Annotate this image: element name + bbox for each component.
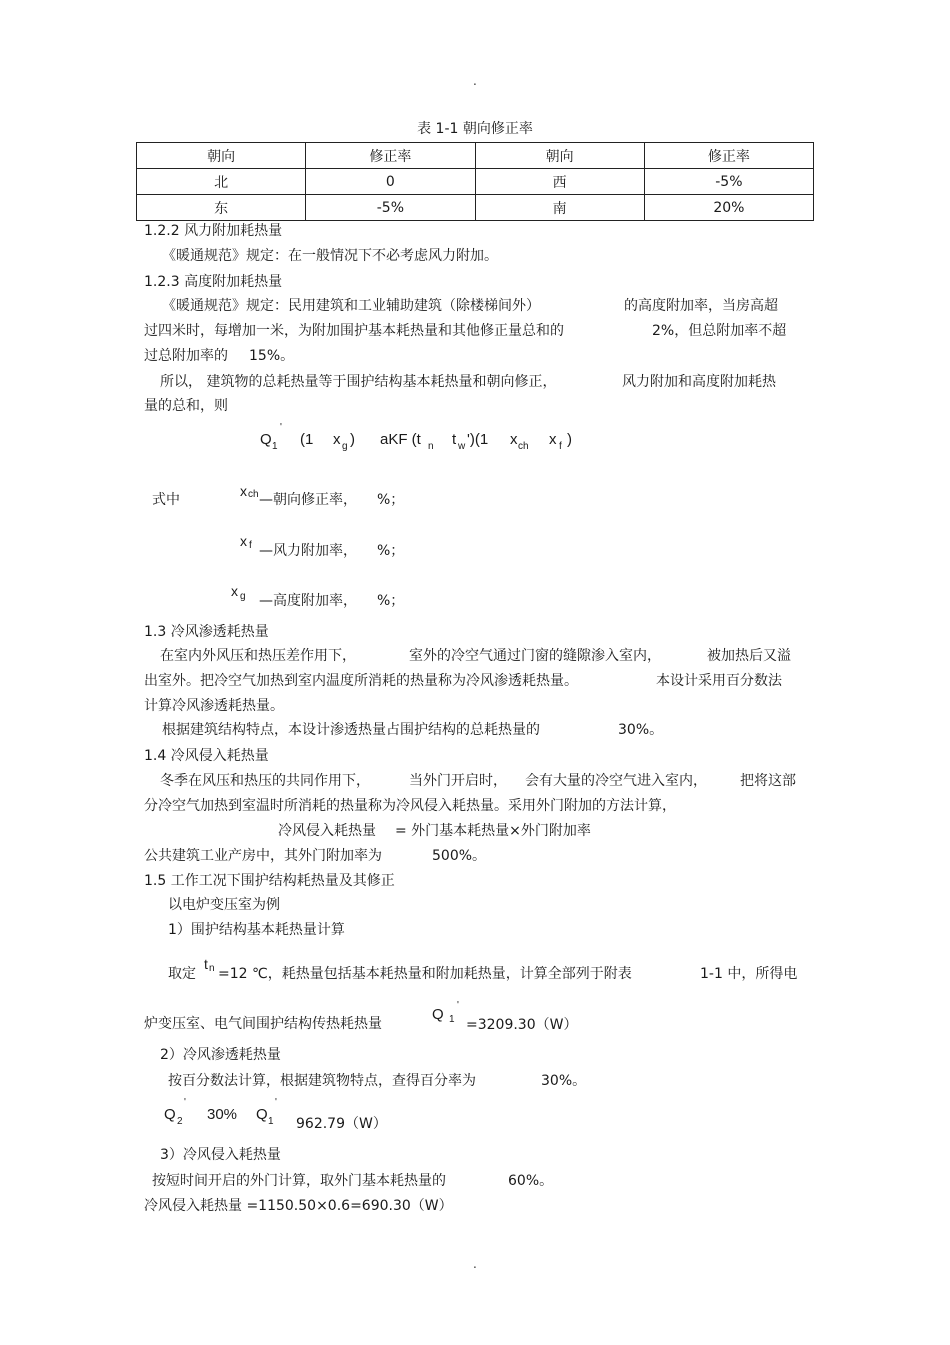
paragraph-line: 60%。 bbox=[508, 1173, 554, 1189]
formula-part: ) bbox=[350, 431, 355, 448]
paragraph-line: 30%。 bbox=[618, 722, 664, 738]
paragraph-line: 15%。 bbox=[249, 348, 295, 364]
formula-Q-prime: ' bbox=[184, 1097, 186, 1108]
paragraph-line: 公共建筑工业产房中，其外门附加率为 bbox=[144, 848, 382, 864]
formula-Q: Q bbox=[432, 1006, 444, 1023]
equation-body: = 外门基本耗热量×外门附加率 bbox=[395, 823, 591, 839]
paragraph-line: 所以， 建筑物的总耗热量等于围护结构基本耗热量和朝向修正， bbox=[160, 374, 557, 390]
table-caption: 表 1-1 朝向修正率 bbox=[417, 121, 533, 137]
section-heading: 1.2.3 高度附加耗热量 bbox=[144, 274, 283, 290]
definition-unit: %； bbox=[377, 593, 405, 609]
paragraph-line: =12 ℃，耗热量包括基本耗热量和附加耗热量，计算全部列于附表 bbox=[218, 966, 632, 982]
formula-Q-sub: 1 bbox=[268, 1116, 274, 1127]
definition-text: —高度附加率， bbox=[259, 593, 357, 609]
formula-x: x bbox=[549, 431, 557, 448]
symbol-t: t bbox=[204, 956, 208, 972]
paragraph-line: 把将这部 bbox=[740, 773, 796, 789]
paragraph-line: 分冷空气加热到室温时所消耗的热量称为冷风侵入耗热量。采用外门附加的方法计算， bbox=[144, 798, 676, 814]
paragraph-line: 被加热后又溢 bbox=[707, 648, 791, 664]
paragraph-line: 《暖通规范》规定：民用建筑和工业辅助建筑（除楼梯间外） bbox=[162, 298, 540, 314]
definition-text: —风力附加率， bbox=[259, 543, 357, 559]
paragraph-line: 当外门开启时， bbox=[409, 773, 507, 789]
list-item: 3）冷风侵入耗热量 bbox=[160, 1147, 281, 1163]
symbol-x: x bbox=[240, 533, 247, 549]
formula-Q: Q bbox=[256, 1106, 268, 1123]
formula-x: x bbox=[333, 431, 341, 448]
result-value: =3209.30（W） bbox=[466, 1017, 578, 1033]
symbol-sub: n bbox=[209, 963, 215, 974]
table-header-cell: 朝向 bbox=[475, 143, 644, 169]
table-header-row bbox=[137, 143, 814, 169]
paragraph-line: 会有大量的冷空气进入室内， bbox=[525, 773, 707, 789]
definition-text: —朝向修正率， bbox=[259, 492, 357, 508]
paragraph-line: 过四米时，每增加一米，为附加围护基本耗热量和其他修正量总和的 bbox=[144, 323, 564, 339]
paragraph-line: 风力附加和高度附加耗热 bbox=[622, 374, 776, 390]
page-mark-top: . bbox=[473, 74, 477, 88]
paragraph-line: 根据建筑结构特点，本设计渗透热量占围护结构的总耗热量的 bbox=[162, 722, 540, 738]
table-row bbox=[137, 195, 814, 221]
paragraph-line: 以电炉变压室为例 bbox=[168, 897, 280, 913]
equation-label: 冷风侵入耗热量 bbox=[278, 823, 376, 839]
symbol-x: x bbox=[231, 583, 238, 599]
symbol-x: x bbox=[240, 483, 247, 499]
formula-f-sub: f bbox=[559, 441, 562, 452]
formula-n-sub: n bbox=[428, 441, 434, 452]
formula-w-sub: w bbox=[458, 441, 466, 452]
section-heading: 1.2.2 风力附加耗热量 bbox=[144, 223, 283, 239]
paragraph-line: 出室外。把冷空气加热到室内温度所消耗的热量称为冷风渗透耗热量。 bbox=[144, 673, 578, 689]
paragraph-line: 过总附加率的 bbox=[144, 348, 228, 364]
formula-Q-sub: 1 bbox=[449, 1014, 455, 1025]
table-row bbox=[137, 169, 814, 195]
result-line: 冷风侵入耗热量 =1150.50×0.6=690.30（W） bbox=[144, 1198, 453, 1214]
formula-Q: Q bbox=[164, 1106, 176, 1123]
table-cell: 南 bbox=[475, 195, 644, 221]
symbol-sub: f bbox=[249, 540, 252, 551]
paragraph-line: 按短时间开启的外门计算，取外门基本耗热量的 bbox=[152, 1173, 446, 1189]
result-value: 962.79（W） bbox=[296, 1116, 387, 1132]
paragraph-line: 取定 bbox=[168, 966, 196, 982]
formula-x: x bbox=[510, 431, 518, 448]
formula-part: 30% bbox=[207, 1106, 238, 1123]
paragraph-line: 的高度附加率，当房高超 bbox=[624, 298, 778, 314]
formula-Q-prime: ' bbox=[275, 1097, 277, 1108]
table-cell: -5% bbox=[644, 169, 813, 195]
section-heading: 1.3 冷风渗透耗热量 bbox=[144, 624, 269, 640]
paragraph-line: 量的总和，则 bbox=[144, 398, 228, 414]
paragraph-line: 室外的冷空气通过门窗的缝隙渗入室内， bbox=[409, 648, 661, 664]
paragraph-line: 500%。 bbox=[432, 848, 487, 864]
table-header-cell: 朝向 bbox=[137, 143, 306, 169]
paragraph-line: 按百分数法计算，根据建筑物特点，查得百分率为 bbox=[168, 1073, 476, 1089]
formula-Q-prime: ' bbox=[280, 422, 282, 433]
formula-Q-sub: 2 bbox=[177, 1116, 183, 1127]
list-item: 1）围护结构基本耗热量计算 bbox=[168, 922, 345, 938]
paragraph-line: 2%，但总附加率不超 bbox=[652, 323, 787, 339]
paragraph-line: 冬季在风压和热压的共同作用下， bbox=[160, 773, 370, 789]
paragraph-line: 炉变压室、电气间围护结构传热耗热量 bbox=[144, 1016, 382, 1032]
formula-t: t bbox=[452, 431, 457, 448]
table-cell: -5% bbox=[306, 195, 475, 221]
formula-Q: Q bbox=[260, 431, 272, 448]
formula-part: aKF (t bbox=[380, 431, 421, 448]
paragraph-line: 在室内外风压和热压差作用下， bbox=[160, 648, 356, 664]
paragraph-line: 30%。 bbox=[541, 1073, 587, 1089]
orientation-table bbox=[136, 142, 814, 221]
list-item: 2）冷风渗透耗热量 bbox=[160, 1047, 281, 1063]
formula-Q-sub: 1 bbox=[272, 441, 278, 452]
table-header-cell: 修正率 bbox=[644, 143, 813, 169]
paragraph-line: 本设计采用百分数法 bbox=[656, 673, 782, 689]
formula-part: ) bbox=[567, 431, 572, 448]
symbol-sub: ch bbox=[248, 489, 259, 500]
paragraph-line: 《暖通规范》规定：在一般情况下不必考虑风力附加。 bbox=[162, 248, 498, 264]
table-header-cell: 修正率 bbox=[306, 143, 475, 169]
section-heading: 1.5 工作工况下围护结构耗热量及其修正 bbox=[144, 873, 395, 889]
section-heading: 1.4 冷风侵入耗热量 bbox=[144, 748, 269, 764]
symbol-sub: g bbox=[240, 591, 246, 602]
formula-Q-prime: ' bbox=[457, 1000, 459, 1011]
table-cell: 北 bbox=[137, 169, 306, 195]
formula-part: ')(1 bbox=[467, 431, 489, 448]
definition-unit: %； bbox=[377, 543, 405, 559]
formula-part: (1 bbox=[300, 431, 314, 448]
table-cell: 20% bbox=[644, 195, 813, 221]
table-cell: 东 bbox=[137, 195, 306, 221]
paragraph-line: 1-1 中，所得电 bbox=[700, 966, 798, 982]
table-cell: 0 bbox=[306, 169, 475, 195]
paragraph-line: 计算冷风渗透耗热量。 bbox=[144, 698, 284, 714]
where-label: 式中 bbox=[152, 492, 180, 508]
definition-unit: %； bbox=[377, 492, 405, 508]
formula-g-sub: g bbox=[342, 441, 348, 452]
formula-ch-sub: ch bbox=[518, 441, 529, 452]
page-mark-bottom: . bbox=[473, 1257, 477, 1271]
table-cell: 西 bbox=[475, 169, 644, 195]
